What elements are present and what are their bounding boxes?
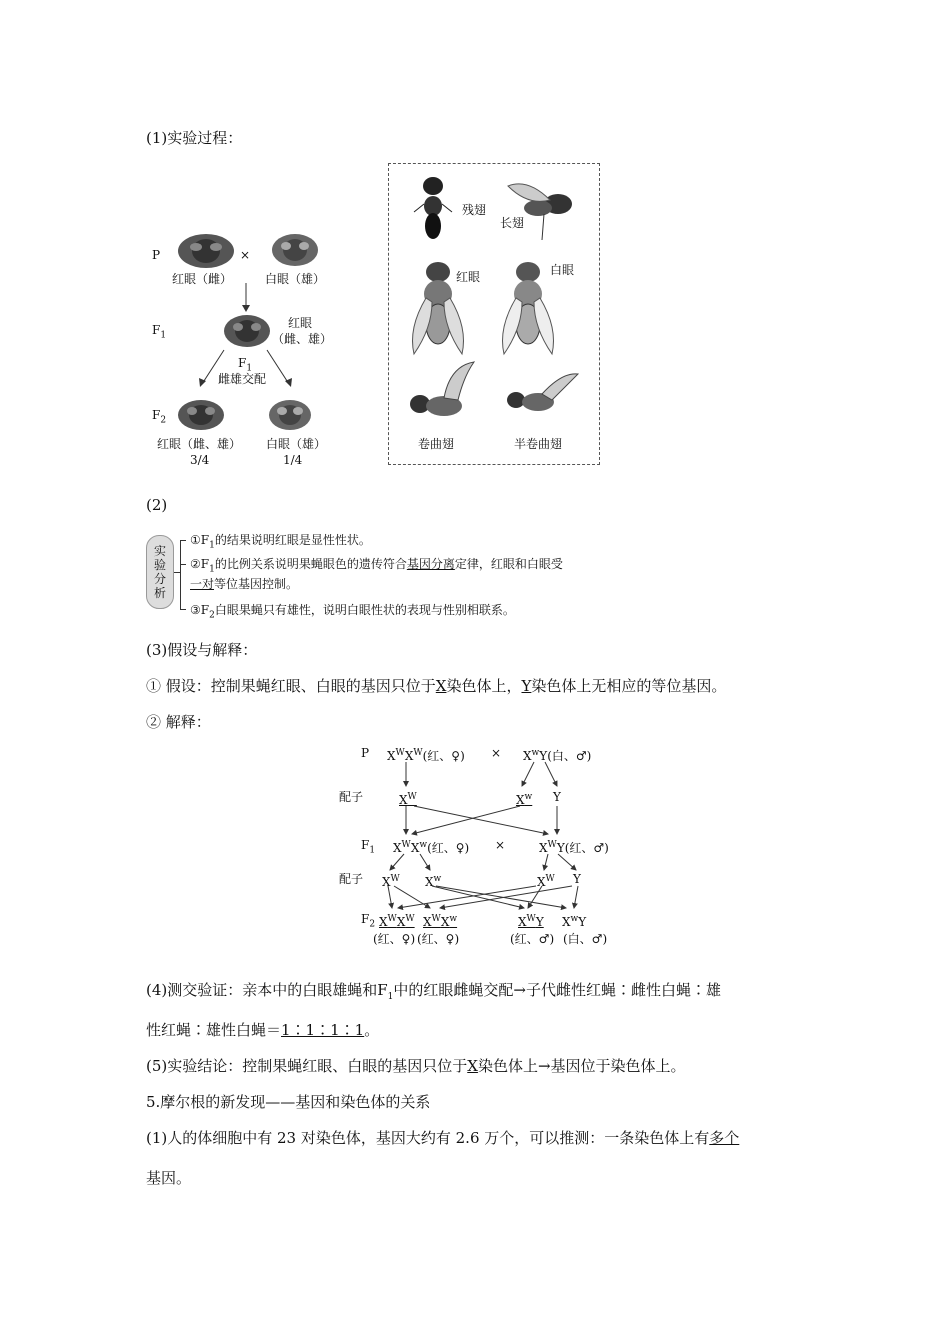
- f1-label: $F_1$: [152, 323, 167, 341]
- gen-gamete-4: $X^W$: [382, 874, 400, 889]
- morgan-line-2: 基因。: [146, 1169, 192, 1187]
- p-label: P: [152, 248, 161, 262]
- section1-heading: (1)实验过程：: [146, 129, 243, 147]
- gen-p-male: $X^wY$(白、♂): [523, 748, 592, 763]
- gen-f2-label: $F_2$: [361, 912, 376, 930]
- gen-f1-female: $X^WX^w$(红、♀): [393, 840, 470, 855]
- analysis-item-2-cont: 一对等位基因控制。: [190, 577, 299, 591]
- gen-offspring-4: $X^wY$: [562, 914, 587, 929]
- section3-heading: (3)假设与解释：: [146, 641, 258, 659]
- morgan-title: 5.摩尔根的新发现——基因和染色体的关系: [146, 1093, 431, 1111]
- oval-char: 析: [153, 586, 166, 600]
- f2-red-label: 红眼（雌、雄）: [157, 437, 242, 451]
- gen-f1-label: $F_1$: [361, 838, 376, 856]
- oval-char: 实: [153, 544, 166, 558]
- gen-gamete-5: $X^w$: [425, 874, 442, 889]
- curly-wing-label: 卷曲翅: [418, 437, 455, 451]
- explanation-label: ② 解释：: [146, 713, 211, 731]
- long-wing-label: 长翅: [500, 216, 525, 230]
- p-male-label: 白眼（雄）: [265, 272, 326, 286]
- gen-gamete2-label: 配子: [339, 872, 364, 886]
- f1-phenotype: 红眼: [288, 316, 313, 330]
- gen-f1-male: $X^WY$(红、♂): [539, 840, 609, 855]
- cross-times: ×: [240, 248, 251, 262]
- gen-gamete-label: 配子: [339, 790, 364, 804]
- section2-heading: (2): [146, 496, 168, 514]
- gen-offspring-1-note: (红、♀): [373, 932, 416, 946]
- analysis-item-1: $①F_1$的结果说明红眼是显性性状。: [190, 533, 371, 551]
- gen-offspring-1: $X^WX^W$: [379, 914, 415, 929]
- semi-curly-wing-label: 半卷曲翅: [514, 437, 563, 451]
- gen-gamete-6: $X^W$: [537, 874, 555, 889]
- f2-red-ratio: 3/4: [190, 453, 210, 467]
- analysis-item-2: $②F_1$的比例关系说明果蝇眼色的遗传符合基因分离定律，红眼和白眼受: [190, 557, 563, 575]
- analysis-item-3: $③F_2$白眼果蝇只有雄性，说明白眼性状的表现与性别相联系。: [190, 603, 515, 621]
- gen-p-female: $X^WX^W$(红、♀): [387, 748, 465, 763]
- oval-char: 分: [153, 572, 166, 586]
- gen-offspring-4-note: (白、♂): [563, 932, 608, 946]
- gen-gamete-3: Y: [553, 790, 561, 804]
- gen-offspring-2-note: (红、♀): [417, 932, 460, 946]
- gen-gamete-7: Y: [573, 872, 581, 886]
- gen-offspring-3: $X^WY$: [518, 914, 544, 929]
- testcross-line-2: 性红蝇∶雄性白蝇＝1∶1∶1∶1。: [146, 1021, 380, 1039]
- vestigial-wing-label: 残翅: [462, 203, 487, 217]
- gen-p-times: ×: [491, 746, 502, 760]
- red-eye-label: 红眼: [456, 270, 481, 284]
- gen-offspring-3-note: (红、♂): [510, 932, 555, 946]
- conclusion-line: (5)实验结论：控制果蝇红眼、白眼的基因只位于X染色体上→基因位于染色体上。: [146, 1057, 686, 1075]
- hypothesis-line: ① 假设：控制果蝇红眼、白眼的基因只位于X染色体上，Y染色体上无相应的等位基因。: [146, 677, 727, 695]
- p-female-label: 红眼（雌）: [172, 272, 233, 286]
- oval-char: 验: [153, 558, 166, 572]
- gen-offspring-2: $X^WX^w$: [423, 914, 458, 929]
- gen-f1-times: ×: [495, 838, 506, 852]
- f1-sexes: （雌、雄）: [272, 332, 333, 346]
- gen-p-label: P: [361, 746, 370, 760]
- f2-white-label: 白眼（雄）: [266, 437, 327, 451]
- f1-mate-label: $F_1$: [238, 356, 253, 374]
- gen-gamete-1: $X^W$: [399, 792, 417, 807]
- testcross-line-1: (4)测交验证：亲本中的白眼雄蝇和$F_1$中的红眼雌蝇交配→子代雌性红蝇∶雌性白蝇∶雄: [146, 981, 721, 1002]
- morgan-line-1: (1)人的体细胞中有 23 对染色体，基因大约有 2.6 万个，可以推测：一条染色体上有多个: [146, 1129, 740, 1147]
- f2-label: $F_2$: [152, 408, 167, 426]
- white-eye-label: 白眼: [550, 263, 575, 277]
- f1-mate-text: 雌雄交配: [218, 372, 267, 386]
- gen-gamete-2: $X^w$: [516, 792, 533, 807]
- f2-white-ratio: 1/4: [283, 453, 303, 467]
